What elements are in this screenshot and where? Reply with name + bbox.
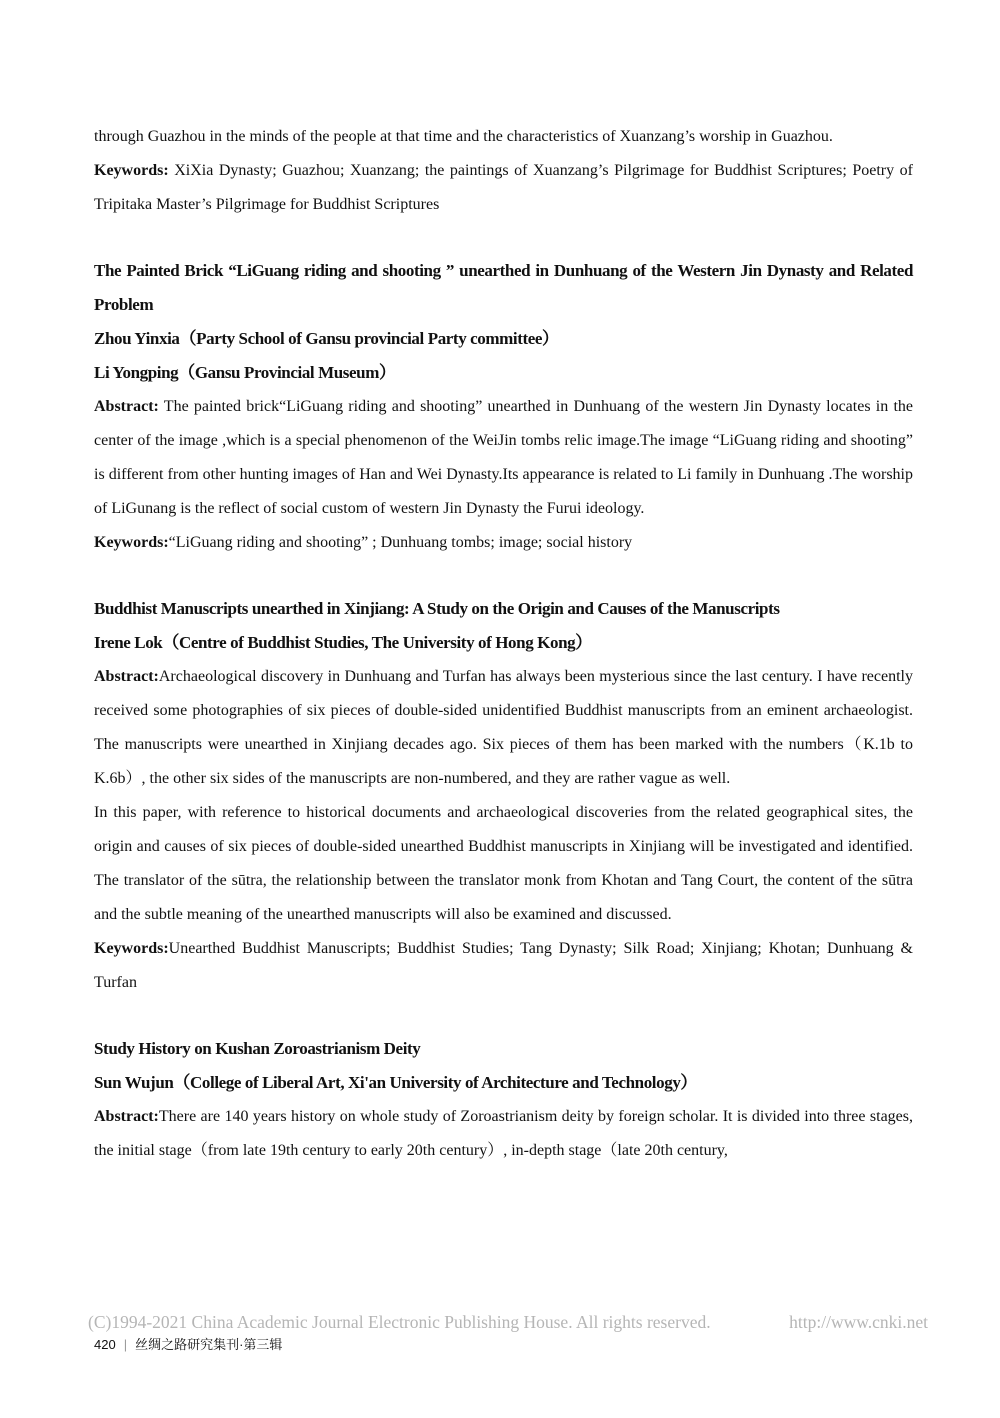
keywords-paragraph: [94, 154, 913, 222]
author-affiliation: Li Yongping（Gansu Provincial Museum）: [94, 363, 396, 382]
abstract-label: Abstract:: [94, 1108, 159, 1125]
author-affiliation: Sun Wujun（College of Liberal Art, Xi'an University of Architecture and Technology）: [94, 1073, 698, 1092]
keywords-label: Keywords:: [94, 534, 169, 551]
article-entry: [94, 254, 913, 560]
page-number: 420: [94, 1337, 116, 1352]
keywords-label: Keywords:: [94, 940, 169, 957]
continued-abstract-text: through Guazhou in the minds of the people at that time and the characteristics of Xuanzang’s worship in Guazhou.: [94, 128, 833, 145]
keywords-paragraph: [94, 932, 913, 1000]
abstract-paragraph: [94, 1100, 913, 1168]
abstract-text: Archaeological discovery in Dunhuang and Turfan has always been mysterious since the last century. I have recently received some photographies of six pieces of double-sided unidentified Buddhist manuscripts from an eminent archaeologist. The manuscripts were unearthed in Xinjiang decades ago. Six pieces of them has been marked with the numbers（K.1b to K.6b）, the other six sides of the manuscripts are non-numbered, and they are rather vague as well.: [94, 668, 913, 787]
keywords-paragraph: [94, 526, 913, 560]
footer-separator: |: [123, 1337, 128, 1352]
abstract-paragraph: In this paper, with reference to historical documents and archaeological discoveries from the related geographical sites, the origin and causes of six pieces of double-sided unearthed Buddhist manuscripts in Xinjiang will be investigated and identified. The translator of the sūtra, the relationship between the translator monk from Khotan and Tang Court, the content of the sūtra and the subtle meaning of the unearthed manuscripts will also be examined and discussed.: [94, 804, 913, 923]
article-title: Study History on Kushan Zoroastrianism Deity: [94, 1039, 421, 1058]
page-content: [94, 120, 913, 1168]
keywords-text: XiXia Dynasty; Guazhou; Xuanzang; the paintings of Xuanzang’s Pilgrimage for Buddhist Scriptures; Poetry of Tripitaka Master’s Pilgrimage for Buddhist Scriptures: [94, 162, 913, 213]
author-affiliation: Irene Lok（Centre of Buddhist Studies, The University of Hong Kong）: [94, 633, 592, 652]
abstract-text: There are 140 years history on whole study of Zoroastrianism deity by foreign scholar. It is divided into three stages, the initial stage（from late 19th century to early 20th century）, in-depth stage（late 20th century,: [94, 1108, 913, 1159]
keywords-text: Unearthed Buddhist Manuscripts; Buddhist Studies; Tang Dynasty; Silk Road; Xinjiang; Khotan; Dunhuang & Turfan: [94, 940, 913, 991]
article-title: Buddhist Manuscripts unearthed in Xinjiang: A Study on the Origin and Causes of the Manuscripts: [94, 599, 780, 618]
page-footer: [94, 1334, 282, 1353]
section-gap: [94, 222, 913, 254]
abstract-label: Abstract:: [94, 398, 159, 415]
watermark-text: (C)1994-2021 China Academic Journal Electronic Publishing House. All rights reserved.: [88, 1312, 711, 1332]
article-entry: [94, 592, 913, 1000]
keywords-label: Keywords:: [94, 162, 169, 179]
abstract-text: The painted brick“LiGuang riding and shooting” unearthed in Dunhuang of the western Jin Dynasty locates in the center of the image ,which is a special phenomenon of the WeiJin tombs relic image.The image “LiGuang riding and shooting” is different from other hunting images of Han and Wei Dynasty.Its appearance is related to Li family in Dunhuang .The worship of LiGunang is the reflect of social custom of western Jin Dynasty the Furui ideology.: [94, 398, 913, 517]
article-entry: [94, 1032, 913, 1168]
watermark-url: http://www.cnki.net: [789, 1312, 928, 1332]
abstract-paragraph: [94, 390, 913, 526]
journal-name: 丝绸之路研究集刊·第三辑: [135, 1337, 283, 1352]
author-affiliation: Zhou Yinxia（Party School of Gansu provincial Party committee）: [94, 329, 559, 348]
abstract-label: Abstract:: [94, 668, 159, 685]
abstract-paragraph: [94, 660, 913, 796]
keywords-text: “LiGuang riding and shooting” ; Dunhuang tombs; image; social history: [168, 534, 633, 551]
section-gap: [94, 560, 913, 592]
section-gap: [94, 1000, 913, 1032]
copyright-watermark: [88, 1312, 928, 1333]
article-title: The Painted Brick “LiGuang riding and shooting ” unearthed in Dunhuang of the Western Jin Dynasty and Related Problem: [94, 261, 913, 314]
